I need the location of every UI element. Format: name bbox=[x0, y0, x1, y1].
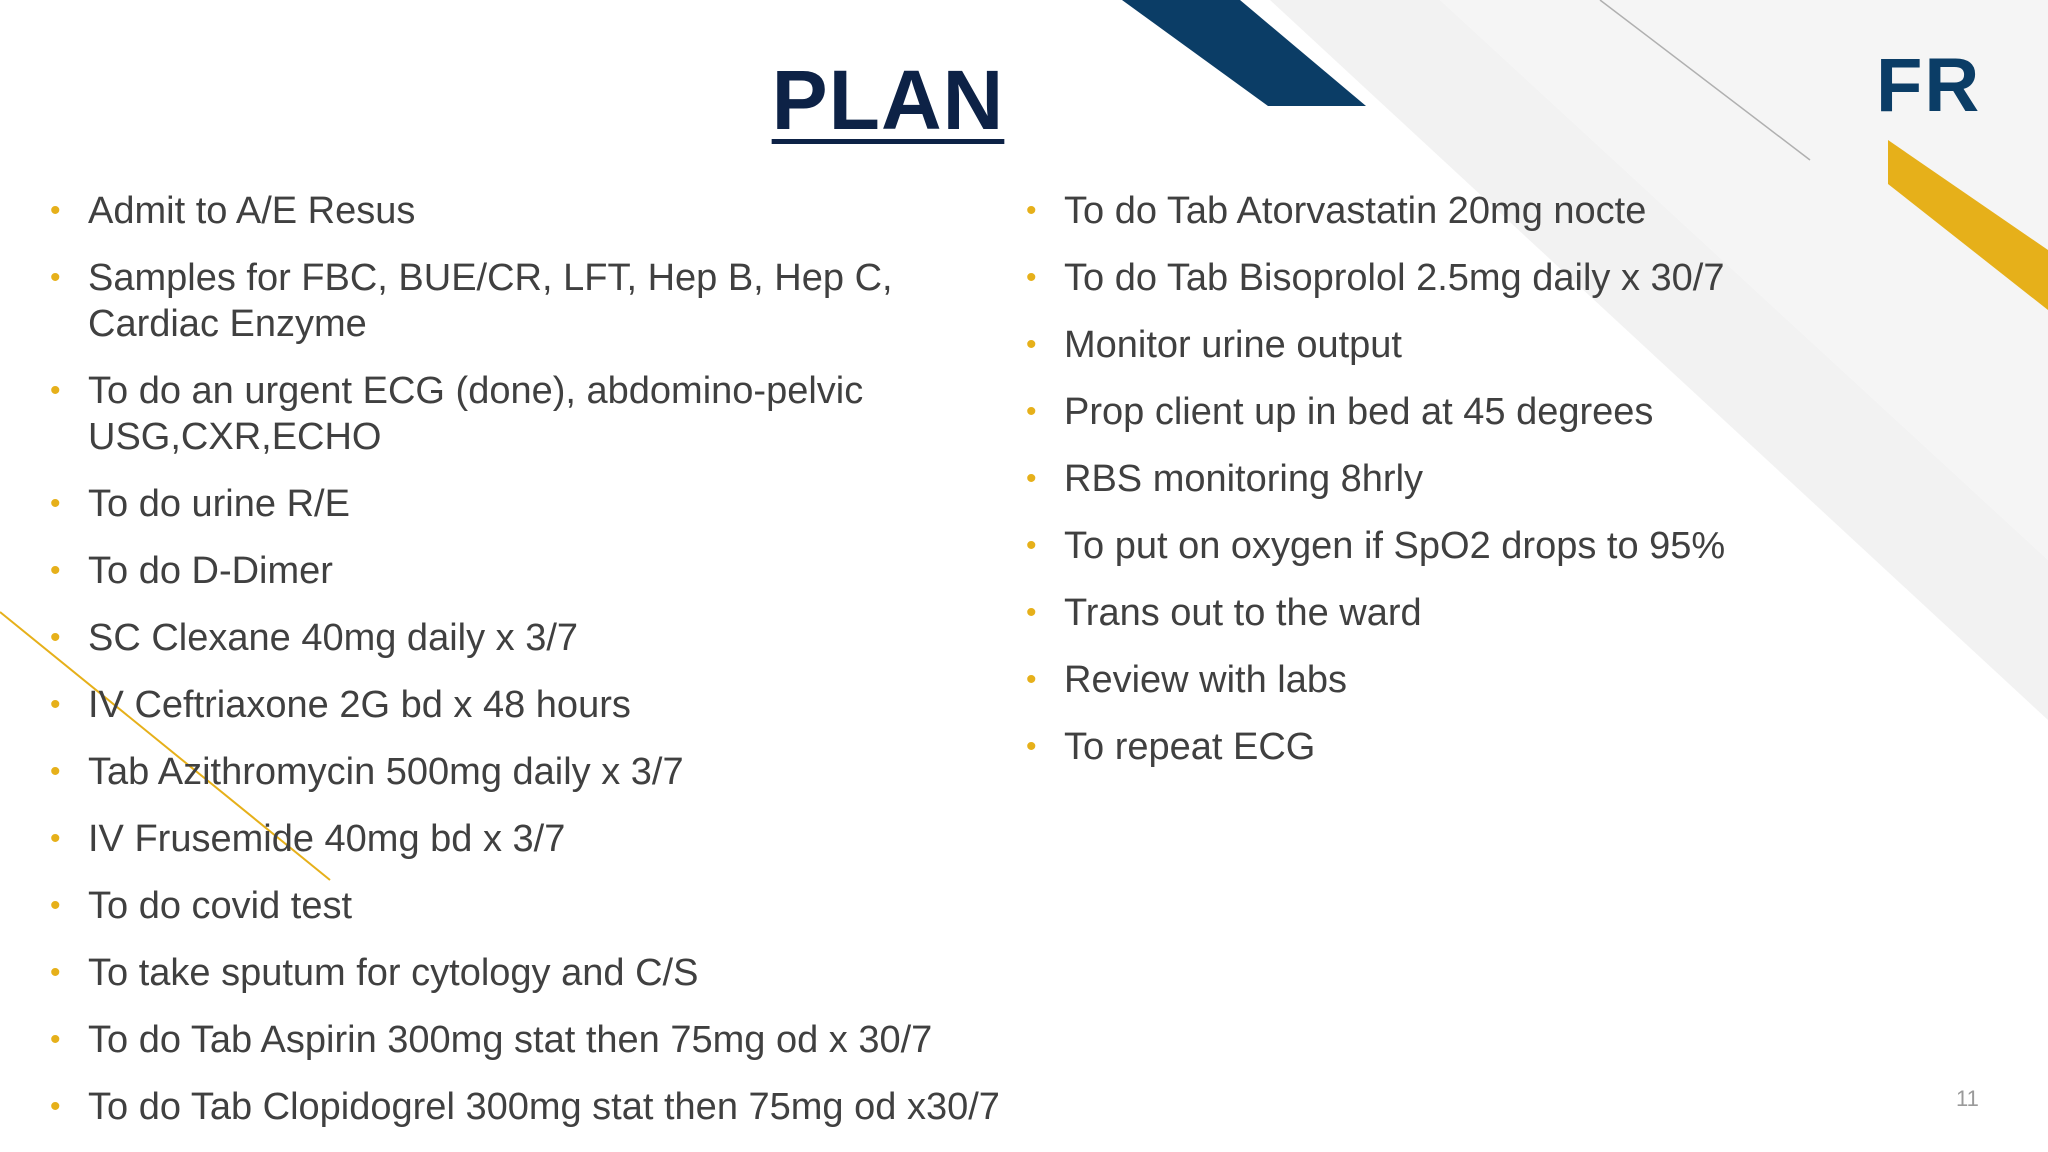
bullet-icon: • bbox=[1026, 328, 1037, 361]
plan-item bbox=[1026, 523, 1986, 569]
plan-item-text: Admit to A/E Resus bbox=[88, 190, 416, 232]
plan-item bbox=[50, 481, 1010, 527]
bullet-icon: • bbox=[50, 621, 61, 654]
plan-item bbox=[50, 548, 1010, 594]
bullet-icon: • bbox=[50, 374, 61, 407]
page-number: 11 bbox=[1956, 1086, 1979, 1111]
bullet-icon: • bbox=[1026, 261, 1037, 294]
plan-item-text: To do Tab Atorvastatin 20mg nocte bbox=[1064, 190, 1647, 232]
plan-item-text: Review with labs bbox=[1064, 659, 1347, 701]
plan-item bbox=[50, 682, 1010, 728]
plan-item-text: To do urine R/E bbox=[88, 483, 350, 525]
plan-item bbox=[1026, 724, 1986, 770]
bullet-icon: • bbox=[50, 1090, 61, 1123]
plan-item-text: To do Tab Bisoprolol 2.5mg daily x 30/7 bbox=[1064, 257, 1725, 299]
bullet-icon: • bbox=[1026, 395, 1037, 428]
plan-item-text: To do covid test bbox=[88, 885, 353, 927]
plan-item-text: To put on oxygen if SpO2 drops to 95% bbox=[1064, 525, 1726, 567]
bullet-icon: • bbox=[50, 755, 61, 788]
company-logo: FR bbox=[1876, 43, 1982, 128]
plan-item bbox=[50, 950, 1010, 996]
plan-item bbox=[50, 255, 1010, 347]
plan-item bbox=[1026, 657, 1986, 703]
plan-item bbox=[50, 816, 1010, 862]
plan-item bbox=[1026, 322, 1986, 368]
plan-item-text: IV Ceftriaxone 2G bd x 48 hours bbox=[88, 684, 631, 726]
bullet-icon: • bbox=[50, 822, 61, 855]
plan-item bbox=[1026, 389, 1986, 435]
bullet-icon: • bbox=[50, 261, 61, 294]
bullet-icon: • bbox=[50, 554, 61, 587]
plan-item bbox=[1026, 456, 1986, 502]
plan-item-text: Trans out to the ward bbox=[1064, 592, 1422, 634]
plan-item bbox=[50, 749, 1010, 795]
plan-item-text: Prop client up in bed at 45 degrees bbox=[1064, 391, 1654, 433]
plan-item-text: To take sputum for cytology and C/S bbox=[88, 952, 699, 994]
slide-title: PLAN bbox=[771, 53, 1005, 147]
plan-item bbox=[1026, 188, 1986, 234]
plan-item-text: Monitor urine output bbox=[1064, 324, 1402, 366]
plan-item-text: SC Clexane 40mg daily x 3/7 bbox=[88, 617, 579, 659]
plan-item bbox=[1026, 590, 1986, 636]
plan-item bbox=[50, 188, 1010, 234]
plan-item-text: Tab Azithromycin 500mg daily x 3/7 bbox=[88, 751, 684, 793]
bullet-icon: • bbox=[50, 194, 61, 227]
bullet-icon: • bbox=[50, 889, 61, 922]
bullet-icon: • bbox=[1026, 462, 1037, 495]
plan-list-right bbox=[1026, 188, 1986, 791]
plan-item-text: To do Tab Clopidogrel 300mg stat then 75mg od x30/7 bbox=[88, 1086, 1000, 1128]
plan-item bbox=[50, 883, 1010, 929]
plan-item-text: To repeat ECG bbox=[1064, 726, 1316, 768]
plan-item-text: Samples for FBC, BUE/CR, LFT, Hep B, Hep C, Cardiac Enzyme bbox=[88, 257, 893, 345]
plan-item-text: To do D-Dimer bbox=[88, 550, 333, 592]
bullet-icon: • bbox=[50, 1023, 61, 1056]
plan-item bbox=[50, 1017, 1010, 1063]
bullet-icon: • bbox=[50, 487, 61, 520]
plan-item bbox=[1026, 255, 1986, 301]
plan-item-text: To do Tab Aspirin 300mg stat then 75mg od x 30/7 bbox=[88, 1019, 933, 1061]
bullet-icon: • bbox=[1026, 663, 1037, 696]
plan-item-text: IV Frusemide 40mg bd x 3/7 bbox=[88, 818, 566, 860]
plan-item bbox=[50, 615, 1010, 661]
plan-item bbox=[50, 1084, 1010, 1130]
bullet-icon: • bbox=[50, 956, 61, 989]
bullet-icon: • bbox=[1026, 529, 1037, 562]
bullet-icon: • bbox=[1026, 596, 1037, 629]
bullet-icon: • bbox=[1026, 730, 1037, 763]
plan-item-text: To do an urgent ECG (done), abdomino-pelvic USG,CXR,ECHO bbox=[88, 370, 864, 458]
plan-list-left bbox=[50, 188, 1010, 1151]
plan-item bbox=[50, 368, 1010, 460]
bullet-icon: • bbox=[1026, 194, 1037, 227]
plan-item-text: RBS monitoring 8hrly bbox=[1064, 458, 1424, 500]
bullet-icon: • bbox=[50, 688, 61, 721]
